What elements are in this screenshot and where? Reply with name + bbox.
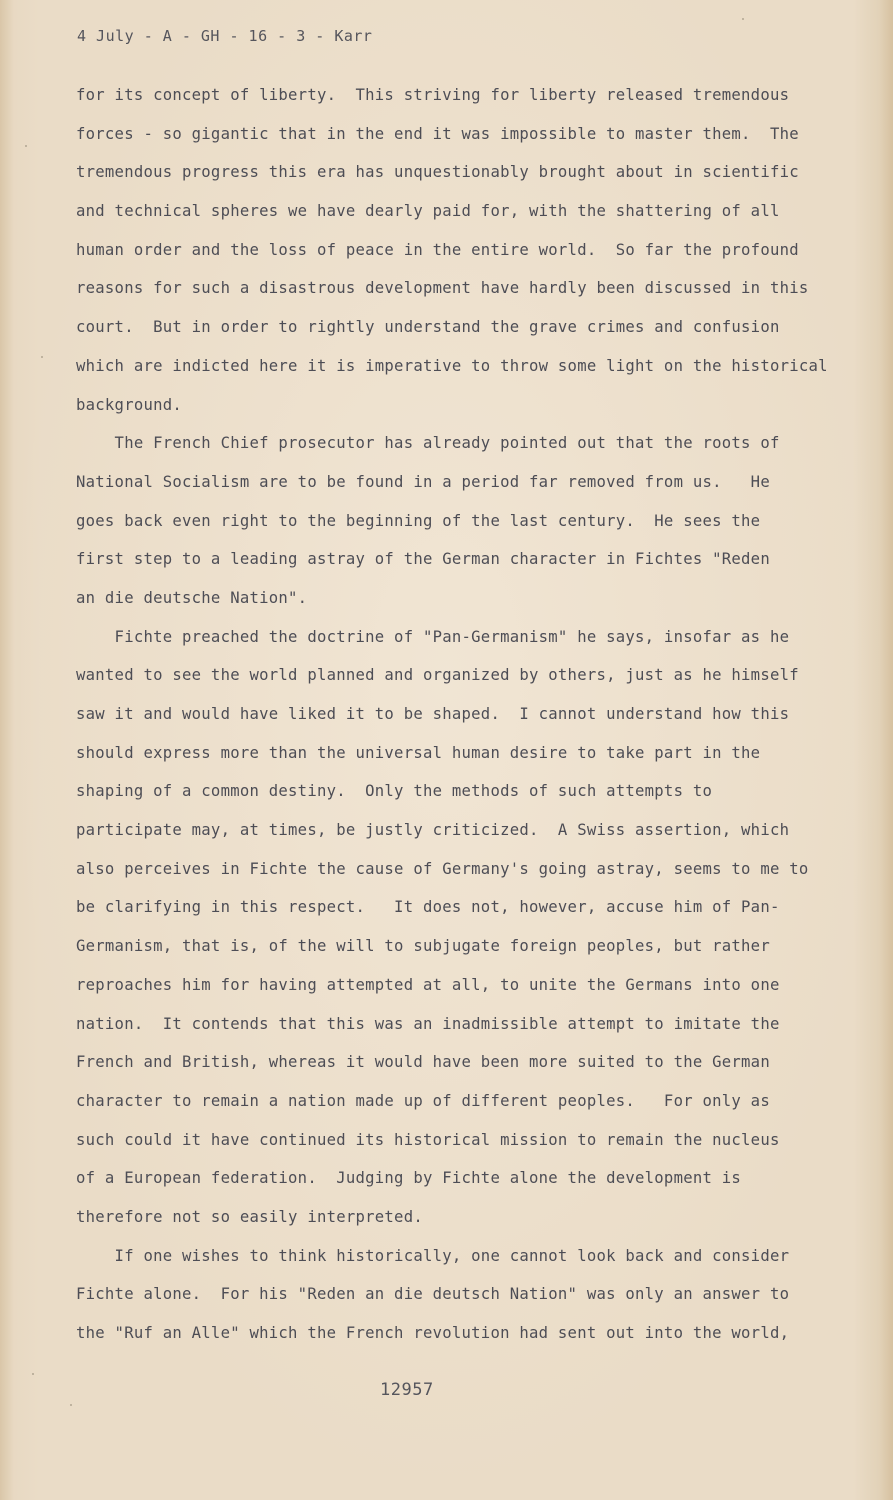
paper-speck [742, 18, 744, 20]
paper-speck [70, 1404, 72, 1406]
text-line: background. [76, 395, 183, 414]
text-line: nation. It contends that this was an inadmissible attempt to imitate the [76, 1014, 780, 1033]
paper-speck [25, 145, 27, 147]
document-header: 4 July - A - GH - 16 - 3 - Karr [77, 27, 373, 45]
text-line: therefore not so easily interpreted. [76, 1207, 423, 1226]
text-line: of a European federation. Judging by Fichte alone the development is [76, 1169, 742, 1188]
text-line: court. But in order to rightly understand the grave crimes and confusion [76, 318, 780, 337]
text-line: saw it and would have liked it to be shaped. I cannot understand how this [76, 705, 790, 723]
text-line: tremendous progress this era has unquestionably brought about in scientific [76, 163, 799, 182]
text-line: Fichte alone. For his "Reden an die deutsch Nation" was only an answer to [76, 1285, 790, 1304]
text-line: Germanism, that is, of the will to subjugate foreign peoples, but rather [76, 937, 770, 956]
text-line: an die deutsche Nation". [76, 588, 308, 607]
text-line: shaping of a common destiny. Only the methods of such attempts to [76, 782, 713, 801]
text-line: should express more than the universal human desire to take part in the [76, 743, 761, 762]
page-number: 12957 [380, 1380, 434, 1400]
text-line: The French Chief prosecutor has already pointed out that the roots of [76, 434, 780, 453]
text-line: National Socialism are to be found in a period far removed from us. He [76, 472, 770, 491]
text-line: also perceives in Fichte the cause of Germany's going astray, seems to me to [76, 859, 809, 878]
text-line: participate may, at times, be justly criticized. A Swiss assertion, which [76, 821, 790, 840]
text-line: If one wishes to think historically, one cannot look back and consider [76, 1246, 790, 1265]
text-line: be clarifying in this respect. It does not, however, accuse him of Pan- [76, 898, 780, 917]
text-line: the "Ruf an Alle" which the French revolution had sent out into the world, [76, 1324, 790, 1342]
document-body [76, 82, 836, 1359]
text-line: reproaches him for having attempted at all, to unite the Germans into one [76, 975, 780, 994]
text-line: forces - so gigantic that in the end it was impossible to master them. The [76, 124, 799, 143]
text-line: human order and the loss of peace in the entire world. So far the profound [76, 240, 799, 259]
paper-speck [32, 1373, 34, 1375]
text-line: wanted to see the world planned and organized by others, just as he himself [76, 666, 799, 685]
text-line: French and British, whereas it would have been more suited to the German [76, 1053, 770, 1072]
text-line: reasons for such a disastrous development have hardly been discussed in this [76, 279, 809, 298]
text-line: which are indicted here it is imperative to throw some light on the historical [76, 356, 828, 375]
text-line: and technical spheres we have dearly paid for, with the shattering of all [76, 202, 780, 221]
text-line: character to remain a nation made up of different peoples. For only as [76, 1091, 770, 1110]
text-line: goes back even right to the beginning of the last century. He sees the [76, 511, 761, 530]
paper-speck [41, 356, 43, 358]
text-line: Fichte preached the doctrine of "Pan-Germanism" he says, insofar as he [76, 627, 790, 646]
text-line: such could it have continued its historical mission to remain the nucleus [76, 1130, 780, 1149]
text-line: first step to a leading astray of the German character in Fichtes "Reden [76, 550, 770, 569]
text-line: for its concept of liberty. This striving for liberty released tremendous [76, 86, 790, 104]
